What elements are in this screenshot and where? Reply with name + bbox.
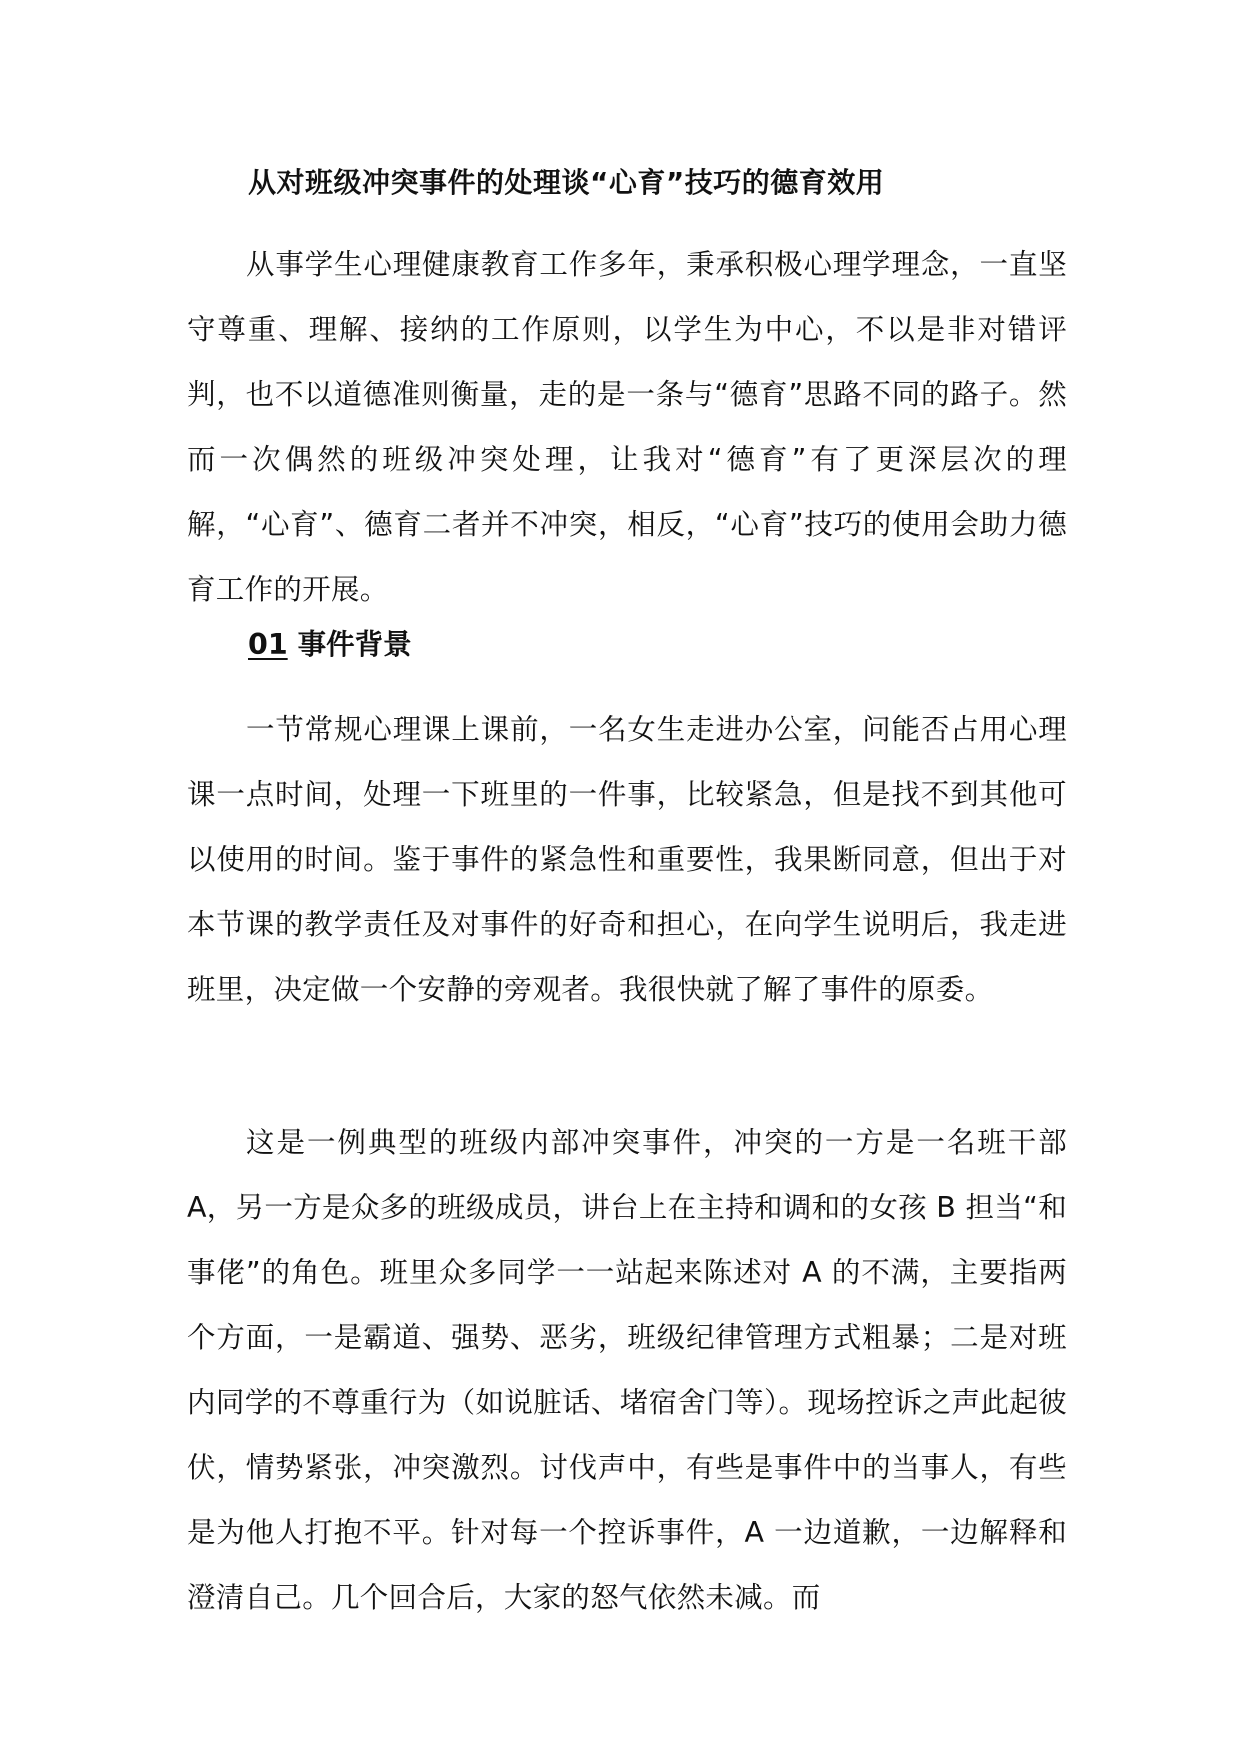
section-heading (248, 624, 412, 666)
section-number: 01 (248, 628, 288, 661)
document-title: 从对班级冲突事件的处理谈“心育”技巧的德育效用 (248, 166, 885, 199)
section-heading-text: 事件背景 (297, 628, 412, 661)
section-paragraph: 这是一例典型的班级内部冲突事件，冲突的一方是一名班干部A，另一方是众多的班级成员，讲台上在主持和调和的女孩 B 担当“和事佬”的角色。班里众多同学一一站起来陈述对 A 的不满，主要指两个方面，一是霸道、强势、恶劣，班级纪律管理方式粗暴；二是对班内同学的不尊重行为（如说脏话、堵宿舍门等）。现场控诉之声此起彼伏，情势紧张，冲突激烈。讨伐声中，有些是事件中的当事人，有些是为他人打抱不平。针对每一个控诉事件，A 一边道歉，一边解释和澄清自己。几个回合后，大家的怒气依然未减。而 (187, 1126, 1067, 1614)
intro-paragraph: 从事学生心理健康教育工作多年，秉承积极心理学理念，一直坚守尊重、理解、接纳的工作原则，以学生为中心，不以是非对错评判，也不以道德准则衡量，走的是一条与“德育”思路不同的路子。然而一次偶然的班级冲突处理，让我对“德育”有了更深层次的理解，“心育”、德育二者并不冲突，相反，“心育”技巧的使用会助力德育工作的开展。 (187, 248, 1067, 606)
section-paragraph: 一节常规心理课上课前，一名女生走进办公室，问能否占用心理课一点时间，处理一下班里的一件事，比较紧急，但是找不到其他可以使用的时间。鉴于事件的紧急性和重要性，我果断同意，但出于对本节课的教学责任及对事件的好奇和担心，在向学生说明后，我走进班里，决定做一个安静的旁观者。我很快就了解了事件的原委。 (187, 713, 1067, 1006)
